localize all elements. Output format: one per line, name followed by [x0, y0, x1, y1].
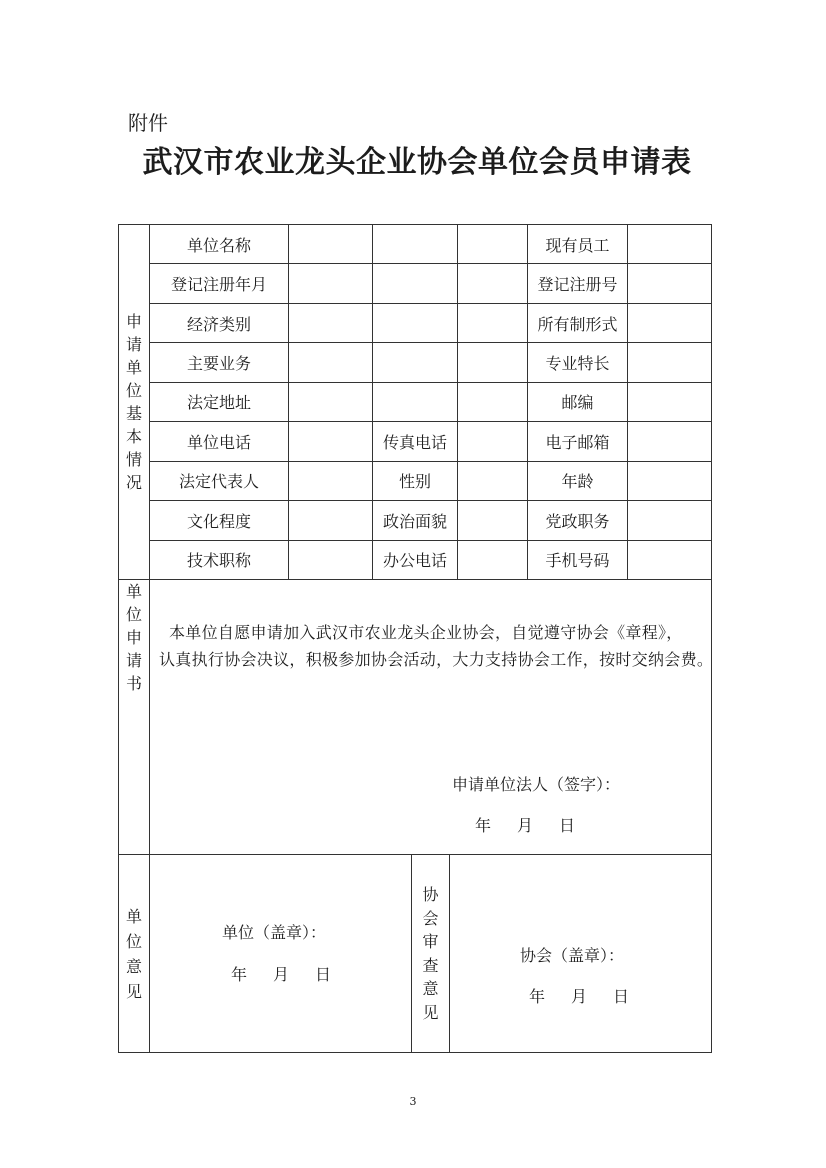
technical-title-label: 技术职称 — [150, 541, 289, 580]
date-year: 年 — [475, 816, 492, 835]
ownership-form-label: 所有制形式 — [528, 304, 628, 343]
date-year: 年 — [231, 965, 248, 984]
date-day: 日 — [613, 987, 630, 1006]
email-field — [628, 422, 711, 461]
political-status-label: 政治面貌 — [373, 501, 458, 540]
political-status-field — [458, 501, 528, 540]
basic-info-section — [119, 225, 711, 580]
application-statement-section — [119, 580, 714, 855]
age-field — [628, 462, 711, 501]
association-review-label-cell — [412, 855, 450, 1052]
registration-date-field-1 — [289, 264, 373, 303]
unit-opinion-body — [150, 855, 412, 1052]
association-review-label: 协会审查意见 — [422, 885, 439, 1022]
legal-address-field-3 — [458, 383, 528, 422]
date-month: 月 — [571, 987, 588, 1006]
fax-field — [458, 422, 528, 461]
legal-address-label: 法定地址 — [150, 383, 289, 422]
application-statement-body — [150, 580, 714, 854]
signature-label: 申请单位法人（签字）： — [452, 775, 621, 794]
legal-representative-field — [289, 462, 373, 501]
association-review-body — [450, 855, 711, 1052]
ownership-form-field — [628, 304, 711, 343]
education-level-label: 文化程度 — [150, 501, 289, 540]
opinions-section — [119, 855, 711, 1052]
association-review-date — [529, 987, 629, 1007]
unit-opinion-label-cell — [119, 855, 150, 1052]
date-month: 月 — [517, 816, 534, 835]
registration-date-field-3 — [458, 264, 528, 303]
unit-name-field-1 — [289, 225, 373, 264]
party-government-position-label: 党政职务 — [528, 501, 628, 540]
economic-category-label: 经济类别 — [150, 304, 289, 343]
current-employees-label: 现有员工 — [528, 225, 628, 264]
party-government-position-field — [628, 501, 711, 540]
main-business-field-1 — [289, 343, 373, 382]
statement-line-1: 本单位自愿申请加入武汉市农业龙头企业协会，自觉遵守协会《章程》， — [169, 623, 683, 642]
membership-form-table — [118, 224, 712, 1053]
main-business-label: 主要业务 — [150, 343, 289, 382]
statement-line-2: 认真执行协会决议，积极参加协会活动，大力支持协会工作，按时交纳会费。 — [159, 650, 714, 669]
registration-date-label: 登记注册年月 — [150, 264, 289, 303]
gender-label: 性别 — [373, 462, 458, 501]
email-label: 电子邮箱 — [528, 422, 628, 461]
fax-label: 传真电话 — [373, 422, 458, 461]
office-phone-field — [458, 541, 528, 580]
form-title: 武汉市农业龙头企业协会单位会员申请表 — [142, 145, 692, 180]
unit-name-field-3 — [458, 225, 528, 264]
economic-category-field-2 — [373, 304, 458, 343]
age-label: 年龄 — [528, 462, 628, 501]
unit-name-field-2 — [373, 225, 458, 264]
attachment-label: 附件 — [128, 111, 168, 135]
specialty-field — [628, 343, 711, 382]
date-day: 日 — [559, 816, 576, 835]
registration-date-field-2 — [373, 264, 458, 303]
registration-number-field — [628, 264, 711, 303]
technical-title-field — [289, 541, 373, 580]
main-business-field-3 — [458, 343, 528, 382]
application-statement-label-cell — [119, 580, 150, 854]
legal-address-field-2 — [373, 383, 458, 422]
association-seal-label: 协会（盖章）： — [520, 946, 625, 965]
date-year: 年 — [529, 987, 546, 1006]
unit-name-label: 单位名称 — [150, 225, 289, 264]
unit-opinion-label: 单位意见 — [126, 906, 143, 1001]
education-level-field — [289, 501, 373, 540]
postal-code-field — [628, 383, 711, 422]
basic-info-section-label: 申请单位基本情况 — [126, 311, 143, 492]
gender-field — [458, 462, 528, 501]
main-business-field-2 — [373, 343, 458, 382]
unit-phone-field — [289, 422, 373, 461]
economic-category-field-3 — [458, 304, 528, 343]
specialty-label: 专业特长 — [528, 343, 628, 382]
postal-code-label: 邮编 — [528, 383, 628, 422]
application-statement-label: 单位申请书 — [126, 582, 143, 693]
basic-info-section-label-cell — [119, 225, 150, 580]
legal-representative-label: 法定代表人 — [150, 462, 289, 501]
legal-address-field-1 — [289, 383, 373, 422]
mobile-phone-label: 手机号码 — [528, 541, 628, 580]
unit-phone-label: 单位电话 — [150, 422, 289, 461]
registration-number-label: 登记注册号 — [528, 264, 628, 303]
page-number: 3 — [409, 1095, 417, 1108]
current-employees-field — [628, 225, 711, 264]
application-date — [475, 816, 575, 836]
unit-seal-label: 单位（盖章）： — [222, 923, 327, 942]
economic-category-field-1 — [289, 304, 373, 343]
office-phone-label: 办公电话 — [373, 541, 458, 580]
mobile-phone-field — [628, 541, 711, 580]
date-month: 月 — [273, 965, 290, 984]
unit-opinion-date — [231, 965, 331, 985]
date-day: 日 — [315, 965, 332, 984]
